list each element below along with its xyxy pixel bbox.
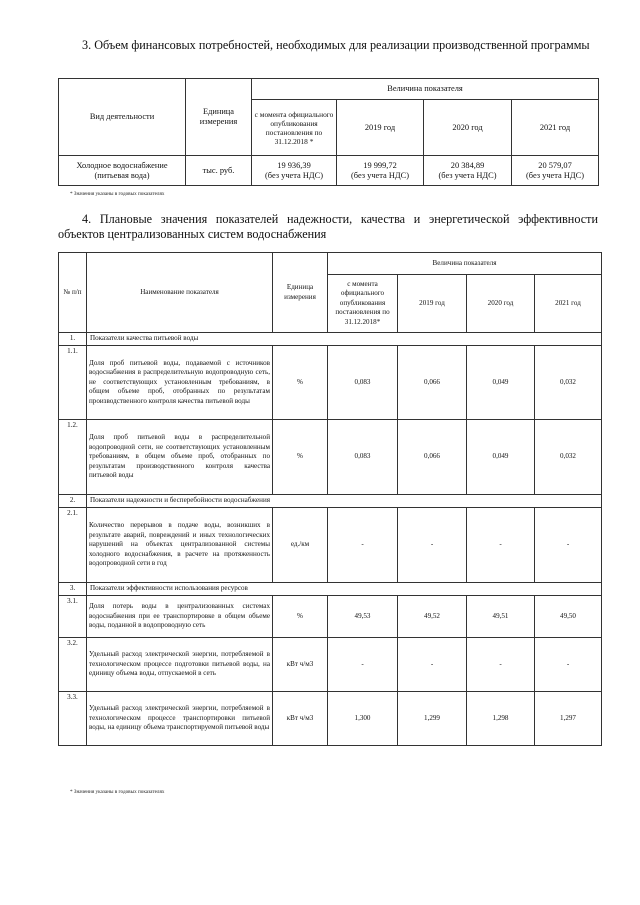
- value-2019: 49,52: [398, 596, 467, 638]
- value-2021: 20 579,07 (без учета НДС): [512, 156, 599, 186]
- row-number: 3.2.: [59, 638, 87, 692]
- value-2020: 0,049: [467, 346, 535, 420]
- section-title: Показатели надежности и бесперебойности водоснабжения: [87, 495, 602, 508]
- value-2019: -: [398, 508, 467, 583]
- row-number: 2.: [59, 495, 87, 508]
- indicator-row: [59, 596, 602, 638]
- indicator-row: [59, 420, 602, 495]
- section-row: [59, 333, 602, 346]
- section3-title: 3. Объем финансовых потребностей, необходимых для реализации производственной программы: [82, 38, 590, 52]
- value-2021: 0,032: [535, 420, 602, 495]
- value-official: 49,53: [328, 596, 398, 638]
- value-official: 1,300: [328, 692, 398, 746]
- value-2020: 0,049: [467, 420, 535, 495]
- section4-footnote: * Значения указаны в годовых показателях: [70, 789, 165, 795]
- value-2020: -: [467, 638, 535, 692]
- value-2021: 1,297: [535, 692, 602, 746]
- indicator-unit: ед./км: [273, 508, 328, 583]
- header-2020: 2020 год: [424, 100, 512, 156]
- row-number: 1.1.: [59, 346, 87, 420]
- row-number: 1.2.: [59, 420, 87, 495]
- header-2020: 2020 год: [467, 275, 535, 333]
- indicator-unit: %: [273, 596, 328, 638]
- header-number: № п/п: [59, 253, 87, 333]
- header-value: Величина показателя: [252, 79, 599, 100]
- section3-footnote: * Значения указаны в годовых показателях: [70, 191, 165, 197]
- row-number: 3.3.: [59, 692, 87, 746]
- header-unit: Единица измерения: [273, 253, 328, 333]
- header-value: Величина показателя: [328, 253, 602, 275]
- row-unit: тыс. руб.: [186, 156, 252, 186]
- header-unit: Единица измерения: [186, 79, 252, 156]
- header-indicator-name: Наименование показателя: [87, 253, 273, 333]
- value-2020: 1,298: [467, 692, 535, 746]
- row-number: 3.1.: [59, 596, 87, 638]
- indicator-name: Доля проб питьевой воды, подаваемой с источников водоснабжения в распределительную водопроводную сеть, не соответствующих установленным требованиям, в общем объеме проб, отобранных по результатам производственного контроля качества питьевой воды: [87, 346, 273, 420]
- indicator-unit: %: [273, 346, 328, 420]
- header-2021: 2021 год: [512, 100, 599, 156]
- value-official: -: [328, 638, 398, 692]
- header-2019: 2019 год: [398, 275, 467, 333]
- value-2020: -: [467, 508, 535, 583]
- indicators-table-body: [59, 253, 602, 746]
- value-official: -: [328, 508, 398, 583]
- indicator-name: Количество перерывов в подаче воды, возникших в результате аварий, повреждений и иных технологических нарушений на объектах централизованной системы холодного водоснабжения, в расчете на протяженность водопроводной сети в год: [87, 508, 273, 583]
- section4-title: 4. Плановые значения показателей надежности, качества и энергетической эффективности объектов централизованных систем водоснабжения: [58, 212, 598, 241]
- indicator-name: Удельный расход электрической энергии, потребляемой в технологическом процессе транспортировки питьевой воды, на единицу объема транспортируемой питьевой воды: [87, 692, 273, 746]
- value-2019: 1,299: [398, 692, 467, 746]
- indicator-name: Удельный расход электрической энергии, потребляемой в технологическом процессе подготовки питьевой воды, на единицу объема воды, отпускаемой в сеть: [87, 638, 273, 692]
- indicator-unit: %: [273, 420, 328, 495]
- indicator-name: Доля проб питьевой воды в распределительной водопроводной сети, не соответствующих установленным требованиям, в общем объеме проб, отобранных по результатам производственного контроля качества питьевой воды: [87, 420, 273, 495]
- indicator-row: [59, 346, 602, 420]
- indicator-unit: кВт ч/м3: [273, 638, 328, 692]
- section-row: [59, 495, 602, 508]
- row-activity: Холодное водоснабжение (питьевая вода): [59, 156, 186, 186]
- value-official: 19 936,39 (без учета НДС): [252, 156, 337, 186]
- header-2019: 2019 год: [337, 100, 424, 156]
- indicators-table: [58, 252, 602, 746]
- value-2019: -: [398, 638, 467, 692]
- value-2021: -: [535, 638, 602, 692]
- value-2021: -: [535, 508, 602, 583]
- indicator-unit: кВт ч/м3: [273, 692, 328, 746]
- value-2019: 19 999,72 (без учета НДС): [337, 156, 424, 186]
- value-2021: 49,50: [535, 596, 602, 638]
- value-2020: 49,51: [467, 596, 535, 638]
- value-2021: 0,032: [535, 346, 602, 420]
- header-official-period: с момента официального опубликования постановления по 31.12.2018 *: [252, 100, 337, 156]
- value-2019: 0,066: [398, 420, 467, 495]
- header-2021: 2021 год: [535, 275, 602, 333]
- header-official-period: с момента официального опубликования постановления по 31.12.2018*: [328, 275, 398, 333]
- section-title: Показатели качества питьевой воды: [87, 333, 602, 346]
- row-number: 1.: [59, 333, 87, 346]
- row-number: 2.1.: [59, 508, 87, 583]
- section-title: Показатели эффективности использования ресурсов: [87, 583, 602, 596]
- section-row: [59, 583, 602, 596]
- indicator-row: [59, 692, 602, 746]
- value-2019: 0,066: [398, 346, 467, 420]
- value-official: 0,083: [328, 420, 398, 495]
- financial-needs-table: [58, 78, 599, 186]
- value-official: 0,083: [328, 346, 398, 420]
- indicator-row: [59, 508, 602, 583]
- header-activity: Вид деятельности: [59, 79, 186, 156]
- value-2020: 20 384,89 (без учета НДС): [424, 156, 512, 186]
- indicator-row: [59, 638, 602, 692]
- indicator-name: Доля потерь воды в централизованных системах водоснабжения при ее транспортировке в общем объеме воды, поданной в водопроводную сеть: [87, 596, 273, 638]
- row-number: 3.: [59, 583, 87, 596]
